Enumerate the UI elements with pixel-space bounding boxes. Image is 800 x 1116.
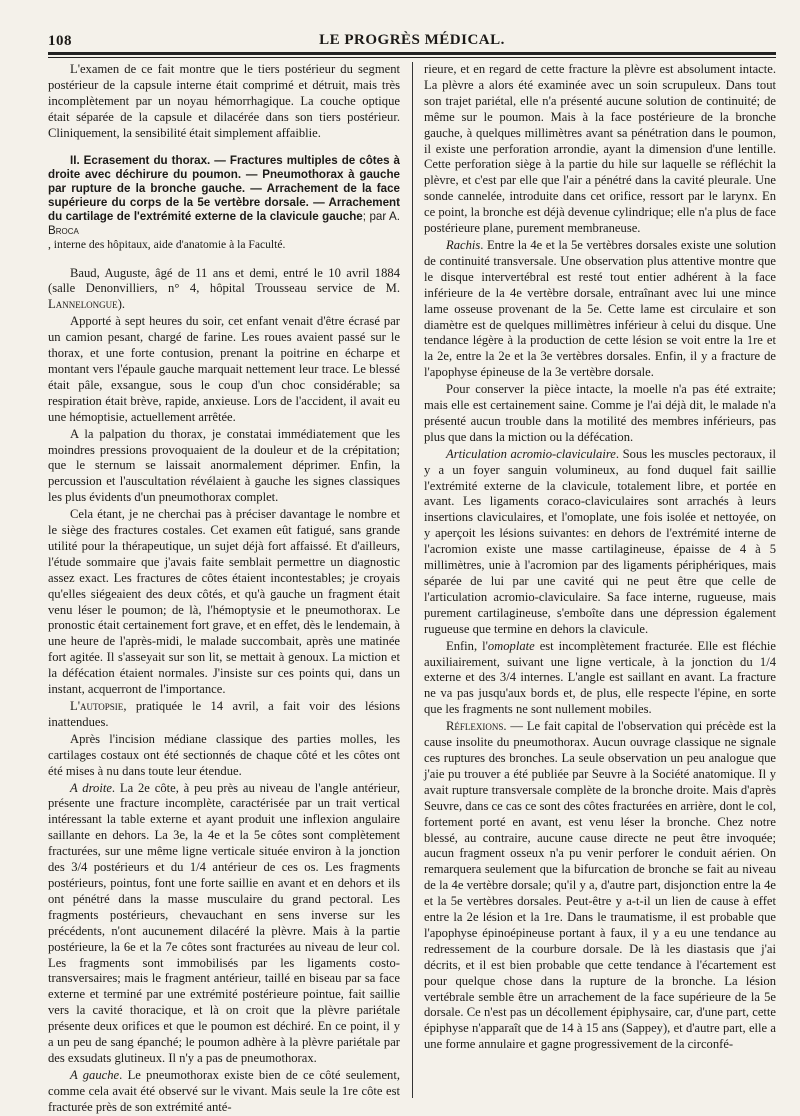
- paragraph: [48, 266, 400, 314]
- paragraph: rieure, et en regard de cette fracture la plèvre est absolument intacte. La plèvre a alors été examinée avec un soin scrupuleux. Dans tout son trajet pariétal, elle n'a présenté aucune solution de continuité; de même sur le poumon. Mais à la face postérieure de la bronche gauche, à quelques millimètres avant sa pénétration dans le poumon, il existe une perforation arrondie, ayant la dimension d'une lentille. Cette perforation siège à la partie du hile sur laquelle se réfléchit la plèvre, et c'est par elle que l'air a pénétré dans la cavité pleurale. Une sonde cannelée, introduite dans cet orifice, ressort par le larynx. En ce point, la bronche est déjà devenue cylindrique; elle n'a plus de face postérieure plane, purement membraneuse.: [424, 62, 776, 236]
- articulation-label: Articulation acromio-claviculaire: [446, 446, 616, 461]
- running-header: [48, 28, 776, 50]
- paragraph: [48, 781, 400, 1067]
- paragraph: Apporté à sept heures du soir, cet enfant venait d'être écrasé par un camion pesant, chargé de farine. Les roues avaient passé sur le thorax, et une forte contusion, prenant la poitrine en écharpe et montant vers l'épaule gauche marquait nettement leur trace. Le blessé était pâle, exsangue, sous le coup d'un choc considérable; sa respiration était brève, rapide, anxieuse. Lors de l'accident, il avait eu une hémoptisie, actuellement arrêtée.: [48, 314, 400, 424]
- paragraph: [424, 639, 776, 719]
- author-prefix: ; par A.: [362, 209, 401, 223]
- surgeon-name: Lannelongue: [48, 297, 118, 312]
- paragraph-text: , pratiquée le 14 avril, a fait voir des lésions inattendues.: [48, 699, 400, 729]
- page-number: 108: [48, 33, 72, 49]
- header-rule-thick: [48, 52, 776, 55]
- section-title: II. Ecrasement du thorax. — Fractures multiples de côtes à droite avec déchirure du poumon. — Pneumothorax à gauche par rupture de la bronche gauche. — Arrachement de la face supérieure du corps de la 5e vertèbre dorsale. — Arrachement du cartilage de l'extrémité externe de la clavicule gauche: [48, 153, 400, 223]
- patient-text-end: ).: [117, 297, 126, 312]
- paragraph: [48, 699, 400, 731]
- rachis-label: Rachis: [446, 237, 481, 252]
- paragraph-text: . Entre la 4e et la 5e vertèbres dorsales existe une solution de continuité transversale. Une observation plus attentive montre que le disque intervertébral est resté tout entier adhérent à la face inférieure de la 4e vertèbre dorsale, entraînant avec lui une mince lame osseuse provenant de la 5e. Cette lame est circulaire et son diamètre est de quelques millimètres inférieur à celui du disque. Une tendance légère à la production de cette lésion se voit entre la 1re et la 2e, entre la 2e et la 3e vertèbres dorsales. Enfin, il y a fracture de l'apophyse épineuse de la 3e vertèbre dorsale.: [424, 237, 776, 380]
- author-name: Broca: [48, 223, 79, 237]
- omoplate-label: omoplate: [487, 638, 535, 653]
- paragraph-text: . Le pneumothorax existe bien de ce côté seulement, comme cela avait été observé sur le vivant. Mais seule la 1re côte est fracturée près de son extrémité anté-: [48, 1067, 401, 1114]
- side-label-left: A gauche: [70, 1067, 120, 1082]
- side-label-right: A droite: [70, 780, 112, 795]
- paragraph: Pour conserver la pièce intacte, la moelle n'a pas été extraite; mais elle est certainement saine. Comme je l'ai déjà dit, le malade n'a présenté aucun trouble dans la motilité des membres inférieurs, pas plus que dans la miction ou la défécation.: [424, 382, 776, 444]
- paragraph: [424, 719, 776, 1053]
- paragraph: [424, 447, 776, 638]
- paragraph-text: . Sous les muscles pectoraux, il y a un foyer sanguin volumineux, au fond duquel fait saillie l'extrémité externe de la clavicule, totalement libre, et portée en avant. Les ligaments coraco-claviculaires sont arrachés à leurs insertions claviculaires, et l'omoplate, une fois isolée et nettoyée, on y aperçoit les lésions suivantes: en dehors de l'extrémité interne de l'acromion existe une masse cartilagineuse, épaisse de 4 à 5 millimètres, unie à l'acromion par des ligaments périphériques, mais séparée de lui par une cavité qui ne peut être que celle de l'articulation acromio-claviculaire. Sa face interne, rugueuse, mais purement cartilagineuse, s'emboîte dans une dépression également rugueuse que termine en dehors la clavicule.: [424, 446, 776, 636]
- paragraph-text: . — Le fait capital de l'observation qui précède est la cause insolite du pneumothorax. Aucun ouvrage classique ne signale ces ruptures des bronches. La seule observation un peu analogue que j'aie pu trouver a été publiée par Seuvre à la Société anatomique. Il y avait rupture transversale complète de la bronche droite. Mais d'après Seuvre, dans ce cas ce sont des côtes fracturées en arrière, dont le col, fortement porté en avant, est venu léser la bronche. Chez notre blessé, au contraire, aucune cause directe ne peut être invoquée; aucun fragment osseux n'a pu venir perforer le conduit aérien. On remarquera seulement que la bifurcation de bronche se fait au niveau de la 4e vertèbre dorsale; qu'il y a, d'autre part, disjonction entre la 4e et la 5e vertèbres dorsales. Peut-être y a-t-il un lien de cause à effet entre la 2e lésion et la 1re. Dans le traumatisme, il est probable que l'apophyse épinoépineuse portant à faux, il y a eu une tendance au redressement de la courbure dorsale. De là les diastasis que j'ai décrits, et il est bien probable que cette tendance à l'écartement est pour quelque chose dans la rupture de la bronche. La lésion vertébrale semble être un arrachement de la face supérieure de la 5e dorsale. Ce n'est pas un décollement épiphysaire, car, d'une part, cette épiphyse n'apparaît que de 14 à 15 ans (Sappey), et d'autre part, elle a une forme annulaire et gagne progressivement de la circonfé-: [424, 719, 776, 1052]
- patient-text: Baud, Auguste, âgé de 11 ans et demi, entré le 10 avril 1884 (salle Denonvilliers, n° 4, hôpital Trousseau service de M.: [48, 265, 400, 296]
- column-divider: [412, 62, 413, 1098]
- right-column: [424, 62, 776, 1102]
- journal-title: LE PROGRÈS MÉDICAL.: [319, 32, 505, 48]
- paragraph: A la palpation du thorax, je constatai immédiatement que les moindres pressions provoquaient de la douleur et de la crépitation; que le sternum se laissait anormalement déprimer. Enfin, la percussion et l'auscultation révélaient à gauche les signes classiques les plus évidents d'un pneumothorax complet.: [48, 426, 400, 505]
- paragraph: [48, 1068, 400, 1116]
- paragraph: Après l'incision médiane classique des parties molles, les cartilages costaux ont été sectionnés de chaque côté et les côtes ont été mises à nu dans toute leur étendue.: [48, 731, 400, 778]
- left-column: [48, 62, 401, 1114]
- paragraph-lead: Enfin, l': [446, 638, 488, 653]
- paragraph: L'examen de ce fait montre que le tiers postérieur du segment postérieur de la capsule interne était comprimé et détruit, mais très incomplètement par un noyau hémorrhagique. La couche optique était séparée de la capsule et dilacérée dans son tiers postérieur. Cliniquement, la sensibilité était simplement affaiblie.: [48, 62, 400, 140]
- paragraph-text: . La 2e côte, à peu près au niveau de l'angle antérieur, présente une fracture incomplète, caractérisée par un trait vertical intéressant la table externe et ayant produit une inflexion angulaire saillante en dehors. La 3e, la 4e et la 5e côtes sont complètement fracturées, sur une même ligne verticale située environ à la jonction des 3/4 postérieurs et du 1/4 antérieur de ces os. Les fragments postérieurs, pointus, font une forte saillie en avant et en dehors et ils ont pénétré dans la masse musculaire du grand pectoral. Les fragments postérieurs, chevauchant en sens inverse sur les précédents, n'ont aucunement dilacéré la plèvre. Mais à la partie postérieure, la 6e et la 7e côtes sont fracturées au niveau de leur col. Les fragments sont immobilisés par les ligaments costo-transversaires; mais le fragment antérieur, taillé en biseau par sa face externe et terminé par une extrémité postérieure pointue, fait saillie vers la cavité thoracique, et là on croit que la plèvre pariétale présente deux orifices et que le poumon est déchiré. En ce point, il y a un peu de sang épanché; le poumon adhère à la plèvre pariétale par des exsudats glutineux. Il n'y a pas de pneumothorax.: [48, 780, 401, 1065]
- reflexions-label: Réflexions: [446, 719, 504, 734]
- section-heading: [48, 154, 400, 238]
- autopsy-label: L'autopsie: [70, 699, 124, 713]
- header-rule-thin: [48, 57, 776, 58]
- paragraph-text: est incomplètement fracturée. Elle est fléchie auxiliairement, suivant une ligne verticale, à la jonction du 1/4 externe et des 3/4 internes. L'angle est saillant en avant. La fracture ne va pas jusqu'aux bords et, de plus, elle respecte l'épine, en sorte que les fragments ne sont nullement mobiles.: [424, 638, 776, 717]
- paragraph: [424, 238, 776, 381]
- paragraph: Cela étant, je ne cherchai pas à préciser davantage le nombre et le siège des fractures costales. Cet examen eût fatigué, sans grande utilité pour la thérapeutique, un sujet déjà fort affaissé. Et d'ailleurs, l'étude sommaire que j'avais faite semblait permettre un diagnostic assez exact. Les fractures de côtes étaient incontestables; je croyais qu'elles siégeaient des deux côtés, et qu'à gauche un fragment était venu léser le poumon; de là, l'hémoptysie et le pneumothorax. Le pronostic était certainement fort grave, et en effet, dès le lendemain, à une heure de l'après-midi, le malade succombait, après une matinée fort agitée. Il s'asseyait sur son lit, se mettait à genoux. La miction et la défécation étaient normales. J'insiste sur ces points qui, dans un instant, acquerront de l'importance.: [48, 507, 400, 697]
- author-affiliation: , interne des hôpitaux, aide d'anatomie à la Faculté.: [48, 237, 286, 251]
